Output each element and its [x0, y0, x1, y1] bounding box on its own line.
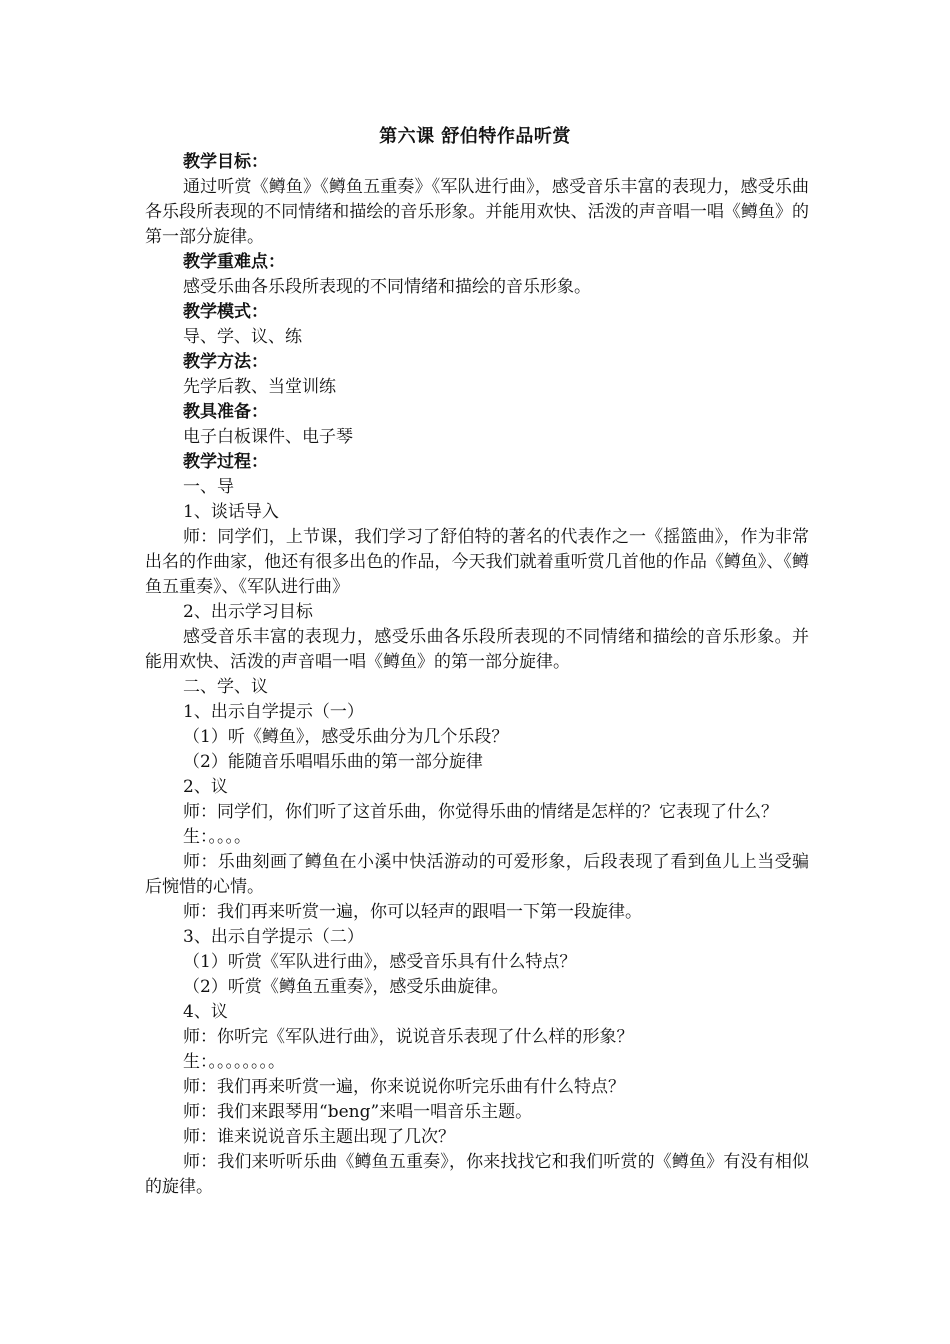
paragraph: 2、议	[183, 777, 228, 797]
paragraph: 师：同学们，上节课，我们学习了舒伯特的著名的代表作之一《摇篮曲》，作为非常出名的作曲家，他还有很多出色的作品，今天我们就着重听赏几首他的作品《鳟鱼》、《鳟鱼五重奏》、《军队进行曲》	[145, 527, 809, 597]
section-heading: 教学目标：	[183, 152, 268, 172]
paragraph: 师：乐曲刻画了鳟鱼在小溪中快活游动的可爱形象，后段表现了看到鱼儿上当受骗后惋惜的心情。	[145, 852, 809, 897]
paragraph: 导、学、议、练	[183, 327, 302, 347]
paragraph: （2）听赏《鳟鱼五重奏》，感受乐曲旋律。	[183, 977, 509, 997]
paragraph: 生：。。。。	[183, 827, 251, 847]
paragraph: 二、学、议	[183, 677, 268, 697]
paragraph: 电子白板课件、电子琴	[183, 427, 353, 447]
paragraph: 师：谁来说说音乐主题出现了几次？	[183, 1127, 455, 1147]
paragraph: 师：同学们，你们听了这首乐曲，你觉得乐曲的情绪是怎样的？它表现了什么？	[183, 802, 778, 822]
lesson-title: 第六课 舒伯特作品听赏	[379, 126, 571, 147]
paragraph: 通过听赏《鳟鱼》《鳟鱼五重奏》《军队进行曲》，感受音乐丰富的表现力，感受乐曲各乐段所表现的不同情绪和描绘的音乐形象。并能用欢快、活泼的声音唱一唱《鳟鱼》的第一部分旋律。	[145, 177, 809, 247]
paragraph: 师：我们再来听赏一遍，你可以轻声的跟唱一下第一段旋律。	[183, 902, 642, 922]
paragraph: 感受乐曲各乐段所表现的不同情绪和描绘的音乐形象。	[183, 277, 591, 297]
paragraph: 师：我们再来听赏一遍，你来说说你听完乐曲有什么特点？	[183, 1077, 625, 1097]
paragraph: 师：你听完《军队进行曲》，说说音乐表现了什么样的形象？	[183, 1027, 634, 1047]
section-heading: 教学过程：	[183, 452, 268, 472]
paragraph: 2、出示学习目标	[183, 602, 313, 622]
section-heading: 教学方法：	[183, 352, 268, 372]
section-heading: 教具准备：	[183, 402, 268, 422]
paragraph: 1、谈话导入	[183, 502, 279, 522]
paragraph: 先学后教、当堂训练	[183, 377, 336, 397]
paragraph: 4、议	[183, 1002, 228, 1022]
paragraph: 师：我们来跟琴用“beng”来唱一唱音乐主题。	[183, 1102, 533, 1122]
paragraph: 师：我们来听听乐曲《鳟鱼五重奏》，你来找找它和我们听赏的《鳟鱼》有没有相似的旋律。	[145, 1152, 809, 1197]
section-heading: 教学模式：	[183, 302, 268, 322]
paragraph: 一、导	[183, 477, 234, 497]
paragraph: 3、出示自学提示（二）	[183, 927, 364, 947]
section-heading: 教学重难点：	[183, 252, 285, 272]
paragraph: 1、出示自学提示（一）	[183, 702, 364, 722]
paragraph: （2）能随音乐唱唱乐曲的第一部分旋律	[183, 752, 483, 772]
lesson-body	[145, 150, 809, 1200]
paragraph: （1）听赏《军队进行曲》，感受音乐具有什么特点？	[183, 952, 577, 972]
paragraph: 生：。。。。。。。。	[183, 1052, 285, 1072]
paragraph: （1）听《鳟鱼》，感受乐曲分为几个乐段？	[183, 727, 509, 747]
paragraph: 感受音乐丰富的表现力，感受乐曲各乐段所表现的不同情绪和描绘的音乐形象。并能用欢快、活泼的声音唱一唱《鳟鱼》的第一部分旋律。	[145, 627, 809, 672]
